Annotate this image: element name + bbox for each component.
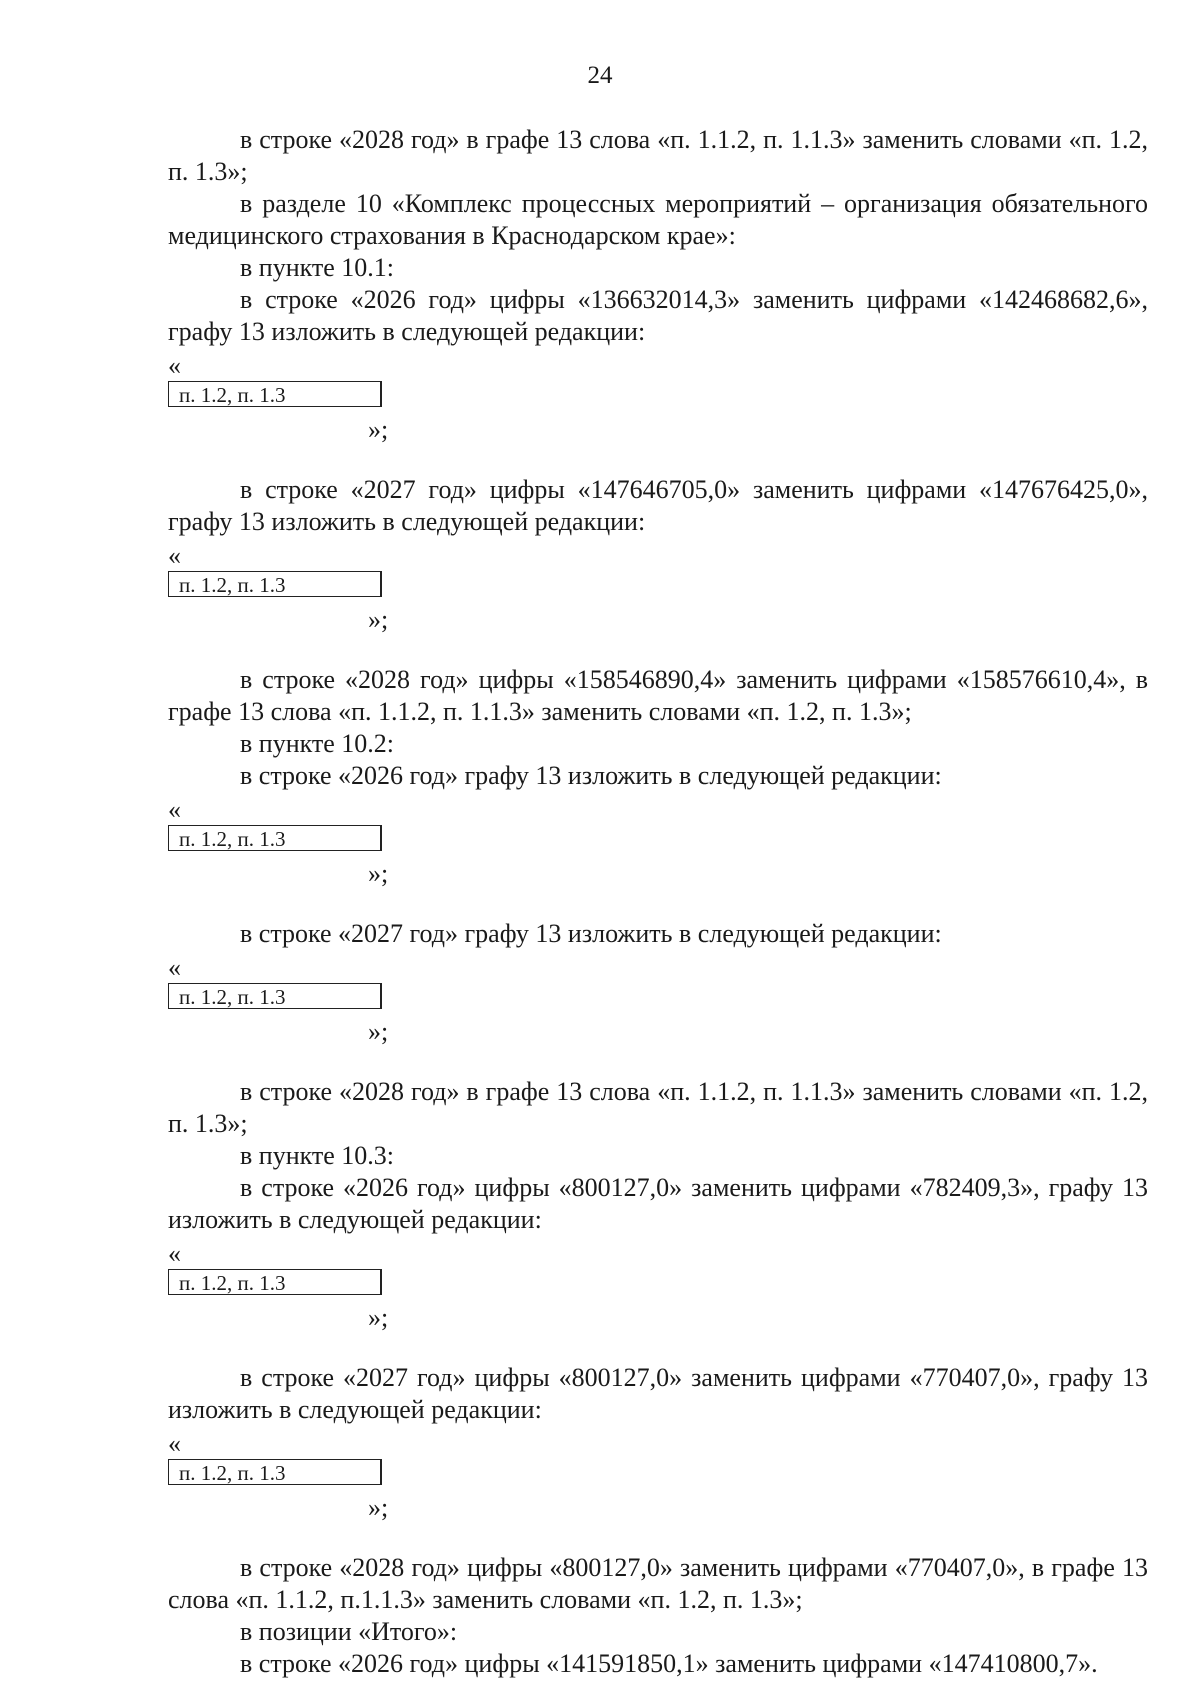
table-cell-excerpt: [168, 538, 1148, 664]
paragraph: в строке «2026 год» графу 13 изложить в следующей редакции:: [240, 761, 942, 790]
closing-quote: »;: [368, 859, 389, 888]
opening-quote: «: [168, 1239, 181, 1268]
table-cell-excerpt: [168, 1426, 1148, 1552]
opening-quote: «: [168, 351, 181, 380]
opening-quote: «: [168, 953, 181, 982]
column-13-cell: п. 1.2, п. 1.3: [168, 571, 382, 597]
table-cell-excerpt: [168, 792, 1148, 918]
column-13-cell: п. 1.2, п. 1.3: [168, 983, 382, 1009]
paragraph: в строке «2027 год» графу 13 изложить в следующей редакции:: [240, 919, 942, 948]
paragraph: в строке «2026 год» цифры «136632014,3» заменить цифрами «142468682,6», графу 13 изложить в следующей редакции:: [168, 285, 1148, 346]
paragraph: в строке «2026 год» цифры «800127,0» заменить цифрами «782409,3», графу 13 изложить в следующей редакции:: [168, 1173, 1148, 1234]
closing-quote: »;: [368, 1303, 389, 1332]
paragraph: в строке «2028 год» в графе 13 слова «п. 1.1.2, п. 1.1.3» заменить словами «п. 1.2, п. 1.3»;: [168, 1077, 1148, 1138]
column-13-cell: п. 1.2, п. 1.3: [168, 825, 382, 851]
column-13-cell: п. 1.2, п. 1.3: [168, 381, 382, 407]
paragraph: в строке «2028 год» цифры «800127,0» заменить цифрами «770407,0», в графе 13 слова «п. 1.1.2, п.1.1.3» заменить словами «п. 1.2, п. 1.3»;: [168, 1553, 1148, 1614]
paragraph: в пункте 10.2:: [240, 729, 395, 758]
opening-quote: «: [168, 541, 181, 570]
document-body: [168, 124, 1148, 1680]
paragraph: в строке «2028 год» в графе 13 слова «п. 1.1.2, п. 1.1.3» заменить словами «п. 1.2, п. 1.3»;: [168, 125, 1148, 186]
column-13-cell: п. 1.2, п. 1.3: [168, 1269, 382, 1295]
paragraph: в пункте 10.3:: [240, 1141, 395, 1170]
closing-quote: »;: [368, 1017, 389, 1046]
closing-quote: »;: [368, 605, 389, 634]
table-cell-excerpt: [168, 950, 1148, 1076]
paragraph: в пункте 10.1:: [240, 253, 395, 282]
table-cell-excerpt: [168, 348, 1148, 474]
closing-quote: »;: [368, 1493, 389, 1522]
opening-quote: «: [168, 795, 181, 824]
column-13-cell: п. 1.2, п. 1.3: [168, 1459, 382, 1485]
paragraph: в позиции «Итого»:: [240, 1617, 458, 1646]
paragraph: в строке «2027 год» цифры «147646705,0» заменить цифрами «147676425,0», графу 13 изложить в следующей редакции:: [168, 475, 1148, 536]
page-number: 24: [587, 62, 613, 89]
closing-quote: »;: [368, 415, 389, 444]
paragraph: в строке «2026 год» цифры «141591850,1» заменить цифрами «147410800,7».: [240, 1649, 1098, 1678]
table-cell-excerpt: [168, 1236, 1148, 1362]
paragraph: в строке «2027 год» цифры «800127,0» заменить цифрами «770407,0», графу 13 изложить в следующей редакции:: [168, 1363, 1148, 1424]
paragraph: в разделе 10 «Комплекс процессных мероприятий – организация обязательного медицинского страхования в Краснодарском крае»:: [168, 189, 1148, 250]
paragraph: в строке «2028 год» цифры «158546890,4» заменить цифрами «158576610,4», в графе 13 слова «п. 1.1.2, п. 1.1.3» заменить словами «п. 1.2, п. 1.3»;: [168, 665, 1148, 726]
opening-quote: «: [168, 1429, 181, 1458]
